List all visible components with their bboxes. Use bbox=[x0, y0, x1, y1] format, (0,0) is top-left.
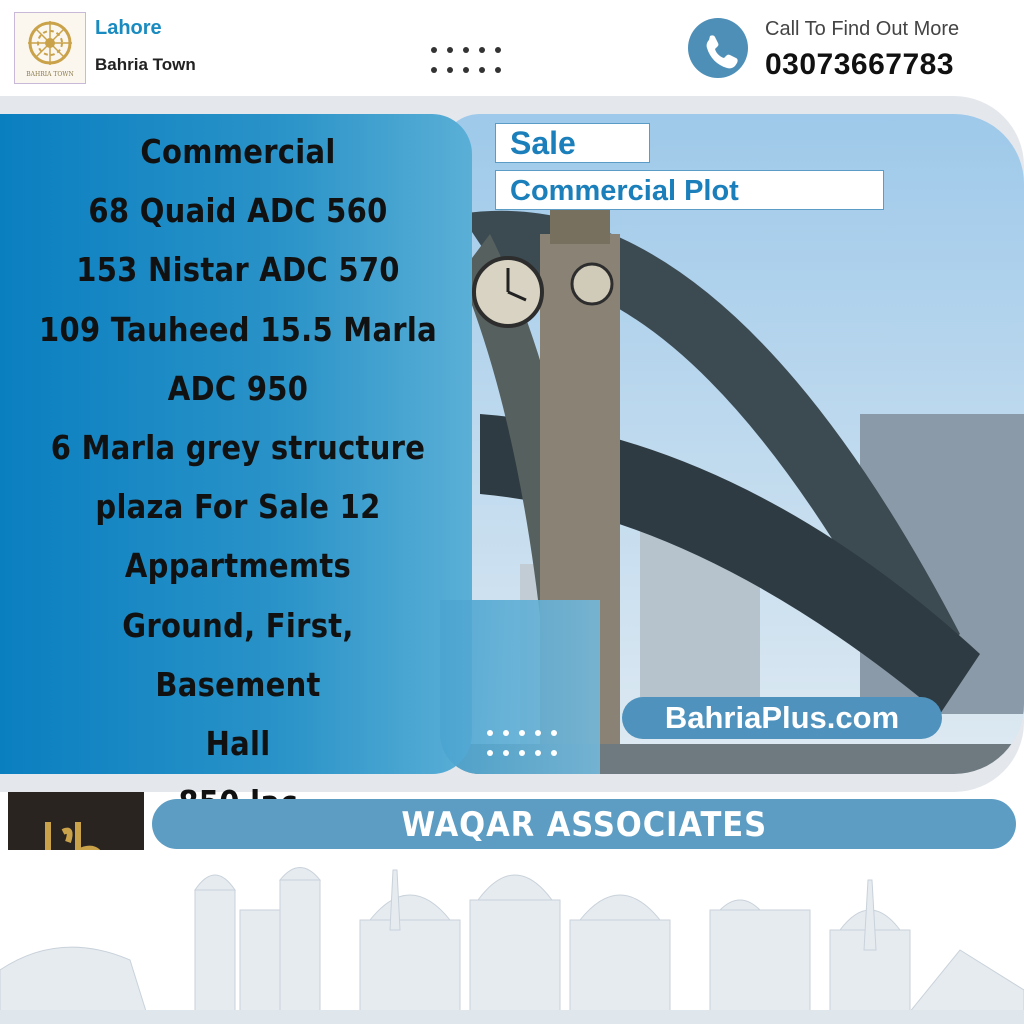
city-skyline-illustration bbox=[0, 850, 1024, 1024]
purpose-tag: Sale bbox=[495, 123, 650, 163]
call-prompt: Call To Find Out More bbox=[765, 18, 960, 40]
bahria-town-emblem-icon bbox=[15, 13, 85, 83]
property-type-tag: Commercial Plot bbox=[495, 170, 884, 210]
dot-grid-icon bbox=[431, 47, 501, 73]
agency-name-banner bbox=[152, 799, 1016, 849]
bahria-town-logo bbox=[14, 12, 86, 84]
area-label: Bahria Town bbox=[95, 55, 196, 74]
phone-number[interactable]: 03073667783 bbox=[765, 48, 955, 81]
listing-description: Commercial 68 Quaid ADC 560 153 Nistar ADC 570 109 Tauheed 15.5 Marla ADC 950 6 Marla grey structure plaza For Sale 12 Appartmemts Ground, First, Basement Hall bbox=[39, 132, 437, 764]
dot-grid-icon bbox=[487, 730, 557, 756]
agency-name: WAQAR ASSOCIATES bbox=[401, 805, 767, 845]
call-button[interactable] bbox=[688, 18, 748, 78]
logo-caption: BAHRIA TOWN bbox=[26, 71, 74, 78]
website-link[interactable]: BahriaPlus.com bbox=[622, 697, 942, 739]
phone-icon bbox=[688, 18, 748, 78]
city-label: Lahore bbox=[95, 17, 162, 39]
